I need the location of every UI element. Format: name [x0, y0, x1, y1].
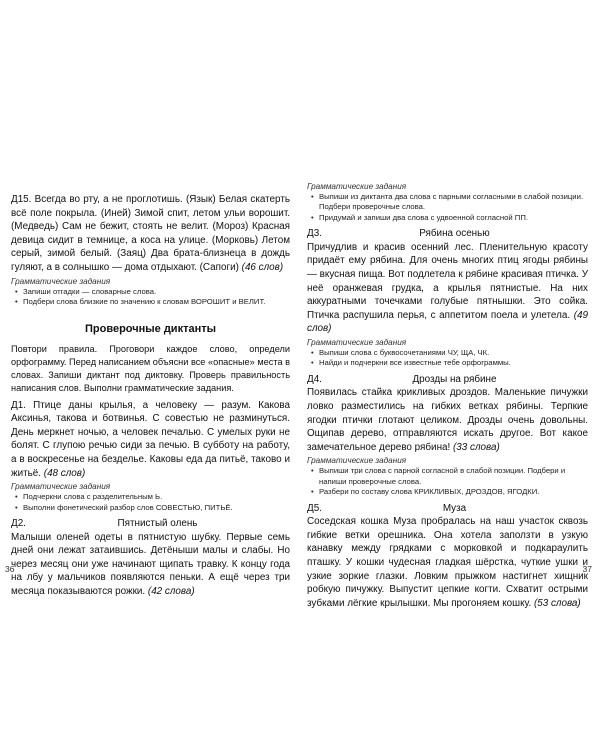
d4-task: • Выпиши три слова с парной согласной в слабой позиции. Подбери и напиши проверочные слова. [311, 466, 566, 486]
right-column [307, 180, 588, 610]
exercise-d15 [11, 193, 290, 275]
d2-title: Пятнистый олень [117, 517, 198, 529]
d1-task: • Выполни фонетический разбор слов СОВЕСТЬЮ, ПИТЬЁ. [15, 502, 233, 512]
d2-task: • Придумай и запиши два слова с удвоенной согласной ПП. [311, 212, 528, 222]
d3-task: • Найди и подчеркни все известные тебе орфограммы. [311, 358, 511, 368]
d3-text: Причудлив и красив осенний лес. Пленительную красоту придаёт ему рябина. Для очень многих птиц ягоды рябины — вкусная пища. Вот подлетела к рябине красивая птичка. У неё оранжевая грудка, а крылья пятнистые. На них аккуратными точечками голубые пятнышки. Это сойка. Птичка распушила перья, с аппетитом поела и улетела. [307, 241, 588, 321]
d3-title: Рябина осенью [419, 228, 490, 240]
exercise-d1 [11, 399, 290, 481]
d4-title: Дрозды на рябине [412, 373, 497, 385]
d1-word-count: (48 слов) [43, 467, 86, 479]
d1-text: Д1. Птице даны крылья, а человеку — разум. Какова Аксинья, такова и ботвинья. С совестью не разминуться. День меркнет ночью, а человек печалью. С умелых руки не болят. С глупою речью сиди за печью. В субботу на работу, а в воскресенье на безделье. Каковы еда да питьё, таково и житьё. [11, 399, 290, 479]
d4-text: Появилась стайка крикливых дроздов. Маленькие пичужки ловко разместились на гибких ветках рябины. Терпкие ягодки птички глотают целиком. Дрозды очень довольны. Ощипав дерево, отправляются искать другое. Вот какое замечательное дерево рябина! [307, 387, 588, 453]
exercise-d2 [11, 531, 290, 599]
right-page [300, 0, 600, 750]
d2-task: • Выпиши из диктанта два слова с парными согласными в слабой позиции. Подбери проверочные слова. [311, 192, 584, 212]
d4-word-count: (33 слова) [453, 441, 500, 453]
d5-text: Соседская кошка Муза пробралась на наш участок сквозь гибкие ветки орешника. Она хотела заползти в узкую канавку между грядками с морковкой и подкараулить пташку. У кошки чудесная гладкая шёрстка, чуткие ушки и узкие зоркие глазки. Ловким прыжком настигнет хищник робкую пичужку. Выпустит цепкие когти. Схватит острыми зубками лёгкие крылышки. Мы прогоняем кошку. [307, 516, 588, 609]
d5-heading [307, 502, 588, 516]
d4-grammar-label: Грамматические задания [307, 456, 407, 466]
d15-task: • Запиши отгадки — словарные слова. [15, 286, 157, 296]
d4-number: Д4. [307, 373, 322, 385]
d15-task: • Подбери слова близкие по значению к словам ВОРОШИТ и ВЕЛИТ. [15, 296, 266, 306]
d3-task: • Выпиши слова с буквосочетаниями ЧУ, ЩА, ЧК. [311, 347, 490, 357]
d3-grammar-label: Грамматические задания [307, 337, 407, 347]
d2-text: Малыши оленей одеты в пятнистую шубку. Первые семь дней они лежат затаившись. Детёныши малы и слабы. Но через месяц они уже начинают щипать травку. К концу года на лбу у мальчиков появляются пеньки. А ещё через три месяца показываются рожки. [11, 531, 290, 597]
d2-number: Д2. [11, 517, 26, 529]
d15-grammar-label: Грамматические задания [11, 276, 111, 286]
d5-word-count: (53 слова) [533, 597, 581, 609]
d1-task: • Подчеркни слова с разделительным Ь. [15, 492, 163, 502]
d5-title: Муза [442, 502, 467, 514]
d4-task: • Разбери по составу слова КРИКЛИВЫХ, ДРОЗДОВ, ЯГОДКИ. [311, 487, 540, 497]
d1-grammar-label: Грамматические задания [11, 482, 111, 492]
d4-heading [307, 373, 588, 387]
d3-number: Д3. [307, 228, 322, 240]
exercise-d4 [307, 386, 588, 454]
d2-heading [11, 517, 290, 531]
exercise-d5 [307, 515, 588, 610]
d15-word-count: (46 слов) [241, 261, 284, 273]
d5-number: Д5. [307, 502, 322, 514]
d3-heading [307, 227, 588, 241]
dictation-instructions: Повтори правила. Проговори каждое слово, определи орфограмму. Перед написанием объясни все «опасные» места в словах. Запиши диктант под диктовку. Проверь правильность написания слов. Выполни грамматические задания. [11, 344, 290, 393]
d15-text: Д15. Всегда во рту, а не проглотишь. (Язык) Белая скатерть всё поле покрыла. (Иней) Зимой спит, летом ульи ворошит. (Медведь) Сам не бежит, стоять не велит. (Мороз) Красная девица сидит в темнице, а коса на улице. (Морковь) Летом серый, зимой белый. (Заяц) Два брата-близнеца в дождь гуляют, а в солнышко — дома отдыхают. (Сапоги) [11, 194, 290, 273]
page-number-left: 36 [5, 564, 15, 574]
d2-word-count: (42 слова) [147, 585, 195, 597]
page-number-right: 37 [582, 564, 592, 574]
exercise-d3 [307, 241, 588, 336]
left-column [11, 193, 290, 599]
d2-grammar-label: Грамматические задания [307, 182, 407, 191]
d3-word-count: (49 слов) [307, 309, 588, 335]
section-title: Проверочные диктанты [84, 323, 217, 336]
